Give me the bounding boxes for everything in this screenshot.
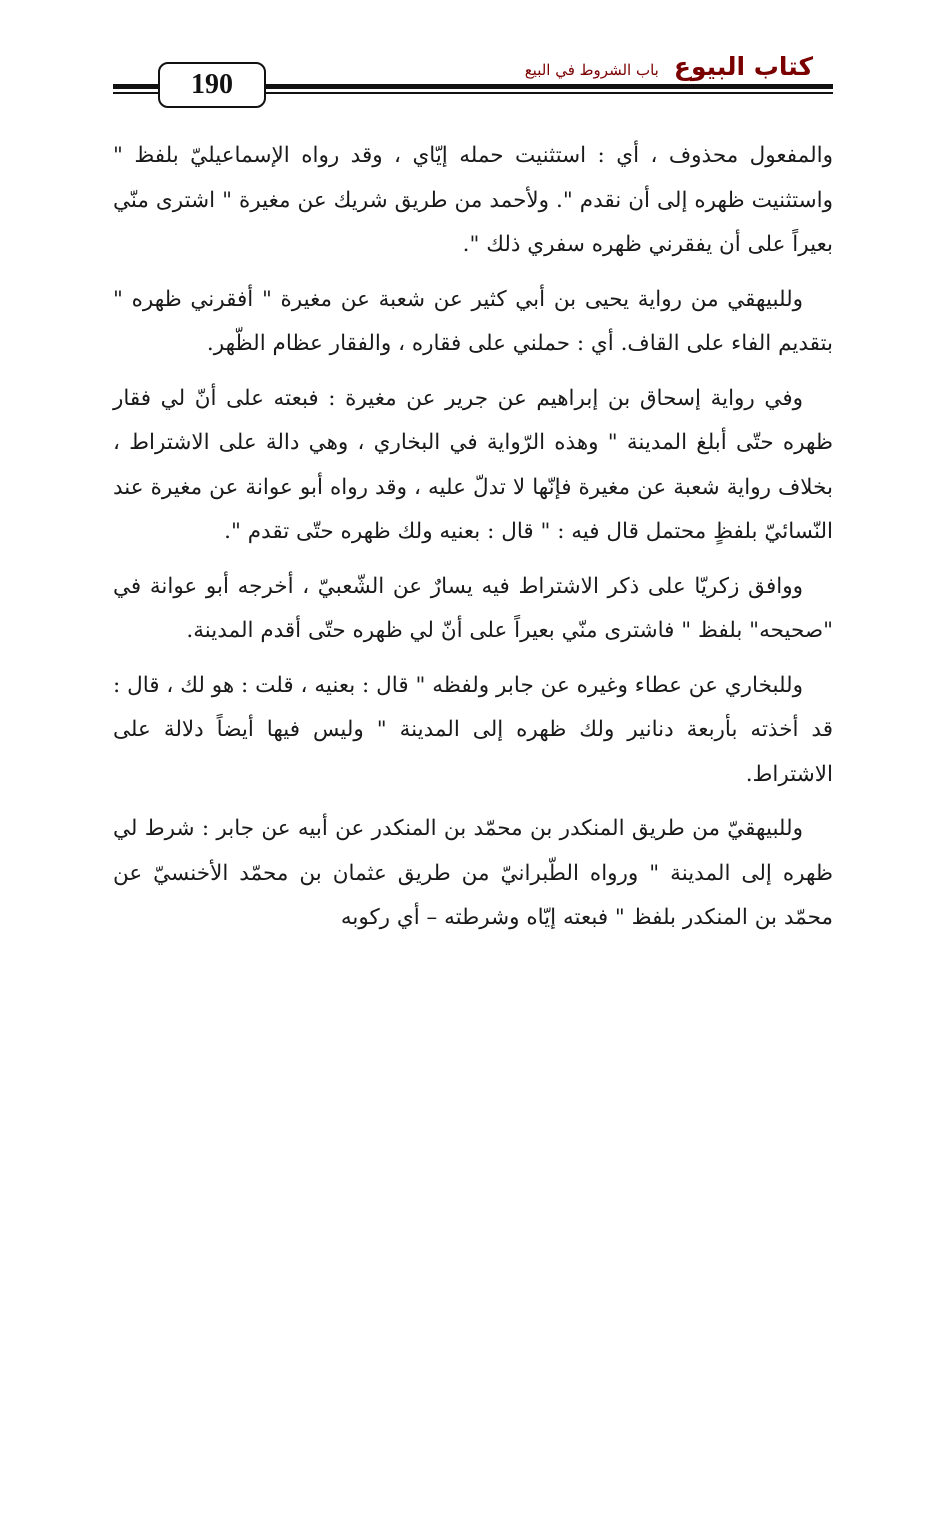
- page-body: [113, 134, 833, 951]
- paragraph: وفي رواية إسحاق بن إبراهيم عن جرير عن مغيرة : فبعته على أنّ لي فقار ظهره حتّى أبلغ المدينة " وهذه الرّواية في البخاري ، وهي دالة على الاشتراط ، بخلاف رواية شعبة عن مغيرة فإنّها لا تدلّ عليه ، وقد رواه أبو عوانة عن مغيرة عند النّسائيّ بلفظٍ محتمل قال فيه : " قال : بعنيه ولك ظهره حتّى تقدم ".: [113, 385, 833, 544]
- paragraph: وللبيهقيّ من طريق المنكدر بن محمّد بن المنكدر عن أبيه عن جابر : شرط لي ظهره إلى المدينة " ورواه الطّبرانيّ من طريق عثمان بن محمّد الأخنسيّ عن محمّد بن المنكدر بلفظ " فبعته إيّاه وشرطته – أي ركوبه: [113, 816, 833, 930]
- header-titles: [525, 50, 813, 87]
- page-header: [113, 50, 833, 112]
- paragraph: وللبخاري عن عطاء وغيره عن جابر ولفظه " قال : بعنيه ، قلت : هو لك ، قال : قد أخذته بأربعة دنانير ولك ظهره إلى المدينة " وليس فيها أيضاً دلالة على الاشتراط.: [113, 672, 833, 787]
- paragraph: وللبيهقي من رواية يحيى بن أبي كثير عن شعبة عن مغيرة " أفقرني ظهره " بتقديم الفاء على القاف. أي : حملني على فقاره ، والفقار عظام الظّهر.: [113, 286, 833, 356]
- book-title: كتاب البيوع: [673, 52, 813, 81]
- page-number: 190: [158, 62, 266, 108]
- paragraph: والمفعول محذوف ، أي : استثنيت حمله إيّاي ، وقد رواه الإسماعيليّ بلفظ " واستثنيت ظهره إلى أن نقدم ". ولأحمد من طريق شريك عن مغيرة " اشترى منّي بعيراً على أن يفقرني ظهره سفري ذلك ".: [113, 143, 833, 257]
- chapter-title: باب الشروط في البيع: [524, 61, 659, 79]
- paragraph: ووافق زكريّا على ذكر الاشتراط فيه يسارٌ عن الشّعبيّ ، أخرجه أبو عوانة في "صحيحه" بلفظ " فاشترى منّي بعيراً على أنّ لي ظهره حتّى أقدم المدينة.: [113, 573, 833, 643]
